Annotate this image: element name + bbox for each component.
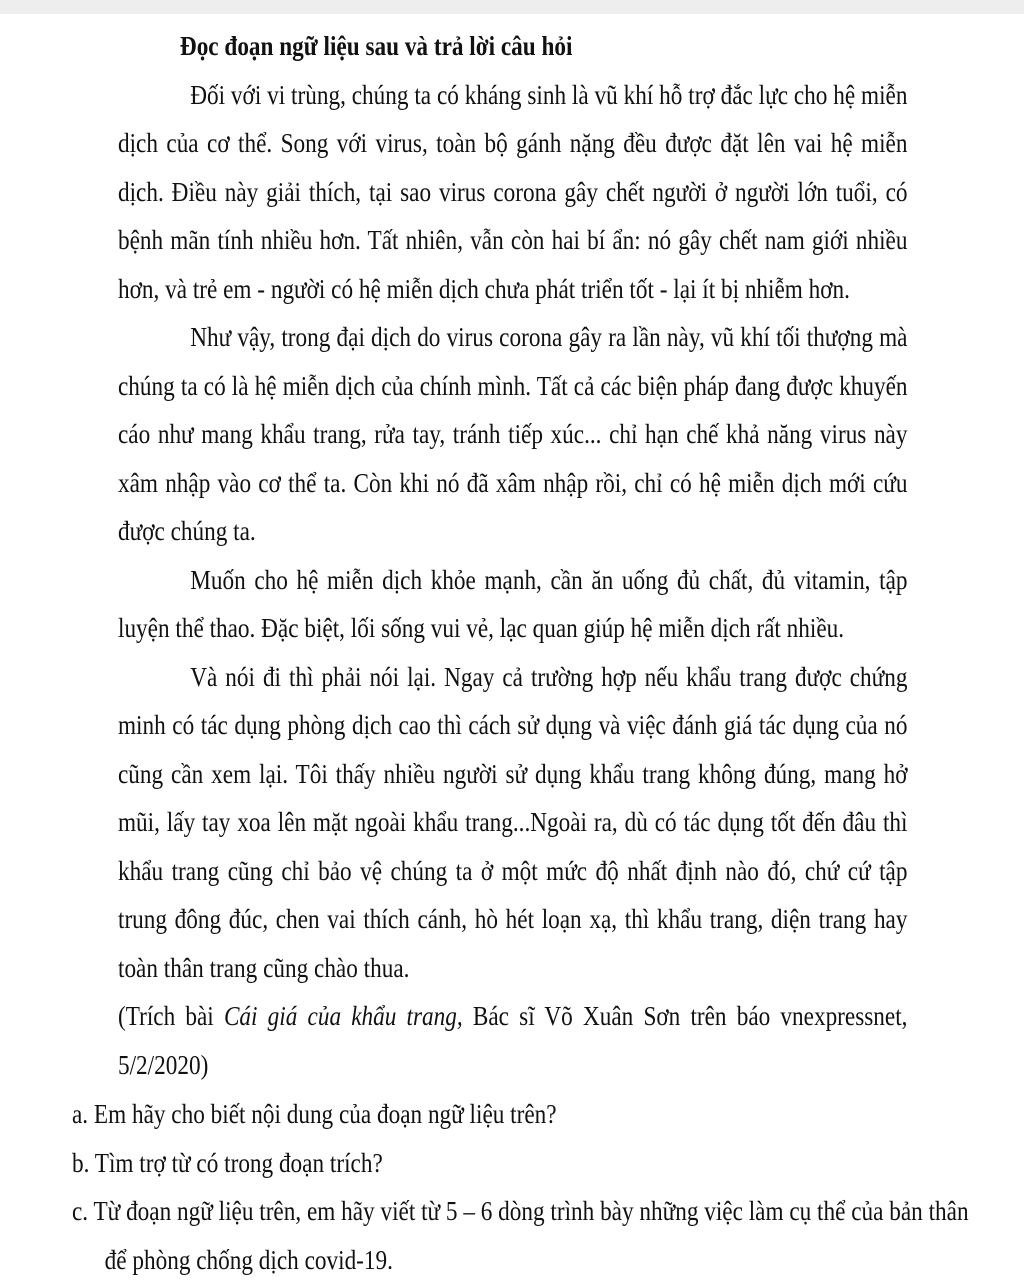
source-article-title: Cái giá của khẩu trang, [224,1001,463,1031]
question-a: a. Em hãy cho biết nội dung của đoạn ngữ liệu trên? [72,1090,949,1139]
question-c-continued: để phòng chống dịch covid-19. [72,1236,949,1284]
question-c: c. Từ đoạn ngữ liệu trên, em hãy viết từ 5 – 6 dòng trình bày những việc làm cụ thể của bản thân [72,1187,949,1236]
paragraph-3: Muốn cho hệ miễn dịch khỏe mạnh, cần ăn uống đủ chất, đủ vitamin, tập luyện thể thao. Đặc biệt, lối sống vui vẻ, lạc quan giúp hệ miễn dịch rất nhiều. [118,556,907,653]
paragraph-1: Đối với vi trùng, chúng ta có kháng sinh là vũ khí hỗ trợ đắc lực cho hệ miễn dịch của cơ thể. Song với virus, toàn bộ gánh nặng đều được đặt lên vai hệ miễn dịch. Điều này giải thích, tại sao virus corona gây chết người ở người lớn tuổi, có bệnh mãn tính nhiều hơn. Tất nhiên, vẫn còn hai bí ẩn: nó gây chết nam giới nhiều hơn, và trẻ em - người có hệ miễn dịch chưa phát triển tốt - lại ít bị nhiễm hơn. [118,71,907,314]
page-title: Đọc đoạn ngữ liệu sau và trả lời câu hỏi [180,22,908,71]
paragraph-2: Như vậy, trong đại dịch do virus corona gây ra lần này, vũ khí tối thượng mà chúng ta có là hệ miễn dịch của chính mình. Tất cả các biện pháp đang được khuyến cáo như mang khẩu trang, rửa tay, tránh tiếp xúc... chỉ hạn chế khả năng virus này xâm nhập vào cơ thể ta. Còn khi nó đã xâm nhập rồi, chỉ có hệ miễn dịch mới cứu được chúng ta. [118,313,907,556]
passage [118,22,907,1089]
questions [72,1090,949,1284]
top-strip [0,0,1024,14]
paragraph-4: Và nói đi thì phải nói lại. Ngay cả trường hợp nếu khẩu trang được chứng minh có tác dụng phòng dịch cao thì cách sử dụng và việc đánh giá tác dụng của nó cũng cần xem lại. Tôi thấy nhiều người sử dụng khẩu trang không đúng, mang hở mũi, lấy tay xoa lên mặt ngoài khẩu trang...Ngoài ra, dù có tác dụng tốt đến đâu thì khẩu trang cũng chỉ bảo vệ chúng ta ở một mức độ nhất định nào đó, chứ cứ tập trung đông đúc, chen vai thích cánh, hò hét loạn xạ, thì khẩu trang, diện trang hay toàn thân trang cũng chào thua. [118,653,907,993]
question-b: b. Tìm trợ từ có trong đoạn trích? [72,1139,949,1188]
source-suffix: Bác sĩ Võ Xuân Sơn trên báo vnexpressnet, 5/2/2020) [118,1001,907,1080]
source-citation [118,992,907,1089]
source-prefix: (Trích bài [118,1001,224,1031]
